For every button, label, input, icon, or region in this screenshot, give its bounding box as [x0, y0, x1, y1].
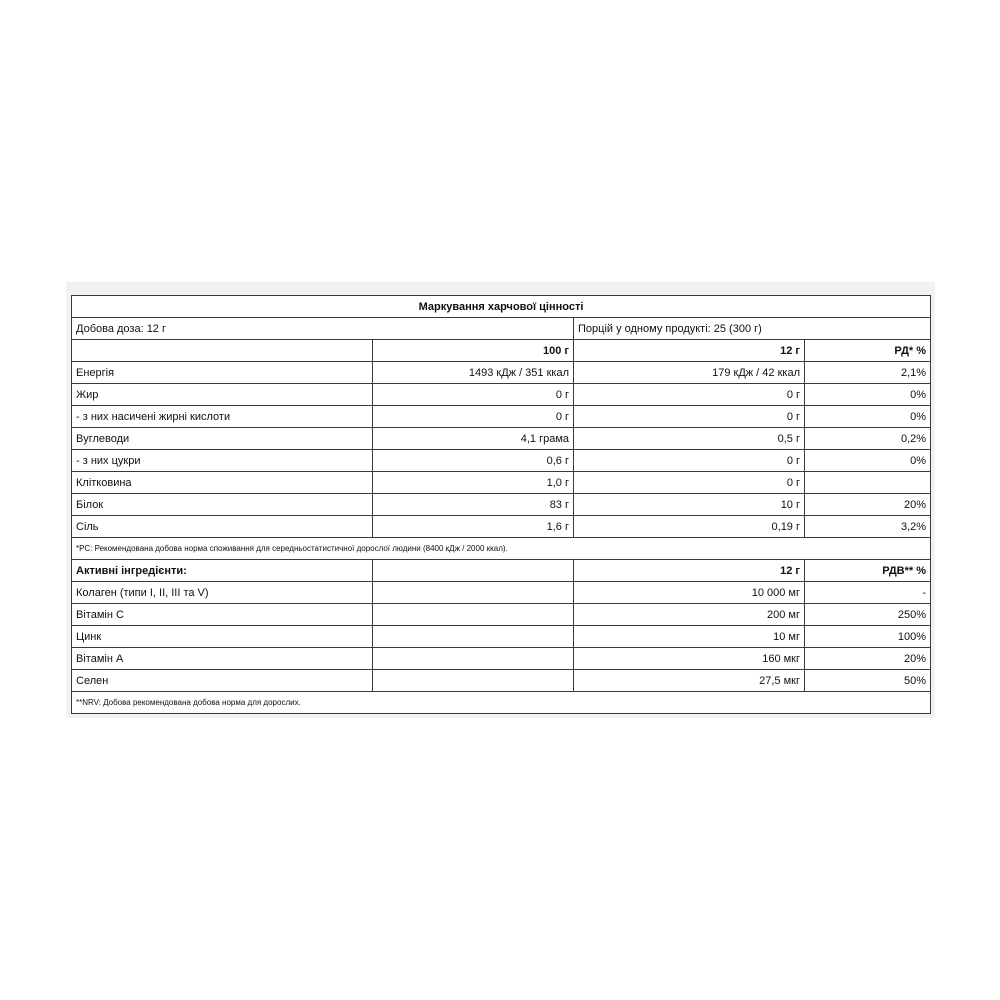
ingredient-nrv: 20%: [805, 648, 931, 670]
ingredient-name: Колаген (типи I, II, III та V): [72, 582, 373, 604]
header-12g: 12 г: [574, 340, 805, 362]
dose-row: [72, 318, 931, 340]
table-row: [72, 604, 931, 626]
nutrient-per12: 0 г: [574, 406, 805, 428]
nutrient-rda: 0%: [805, 450, 931, 472]
table-row: [72, 406, 931, 428]
nutrient-per12: 179 кДж / 42 ккал: [574, 362, 805, 384]
nutrient-per12: 0 г: [574, 472, 805, 494]
nutrient-per12: 0 г: [574, 450, 805, 472]
nutrient-name: Жир: [72, 384, 373, 406]
table-title: Маркування харчової цінності: [72, 296, 931, 318]
ingredient-empty: [373, 626, 574, 648]
ingredient-name: Селен: [72, 670, 373, 692]
table-row: [72, 648, 931, 670]
active-header-nrv: РДВ** %: [805, 560, 931, 582]
nutrient-per12: 0 г: [574, 384, 805, 406]
active-ingredients-label: Активні інгредієнти:: [72, 560, 373, 582]
nrv-note-row: [72, 692, 931, 714]
daily-dose: Добова доза: 12 г: [72, 318, 574, 340]
header-rda: РД* %: [805, 340, 931, 362]
title-row: [72, 296, 931, 318]
ingredient-name: Вітамін А: [72, 648, 373, 670]
nutrient-per12: 0,19 г: [574, 516, 805, 538]
nutrient-name: Сіль: [72, 516, 373, 538]
table-row: [72, 494, 931, 516]
nutrient-name: Білок: [72, 494, 373, 516]
nutrient-rda: 0,2%: [805, 428, 931, 450]
nutrient-rda: [805, 472, 931, 494]
table-row: [72, 670, 931, 692]
table-row: [72, 516, 931, 538]
nutrient-rda: 3,2%: [805, 516, 931, 538]
ingredient-per12: 10 000 мг: [574, 582, 805, 604]
ingredient-empty: [373, 670, 574, 692]
nutrient-rda: 20%: [805, 494, 931, 516]
nutrient-per100: 1,6 г: [373, 516, 574, 538]
ingredient-per12: 200 мг: [574, 604, 805, 626]
nutrient-per100: 83 г: [373, 494, 574, 516]
nutrient-per100: 1,0 г: [373, 472, 574, 494]
table-row: [72, 450, 931, 472]
ingredient-per12: 160 мкг: [574, 648, 805, 670]
active-header-12g: 12 г: [574, 560, 805, 582]
nutrient-per100: 0,6 г: [373, 450, 574, 472]
nutrient-per12: 0,5 г: [574, 428, 805, 450]
table-row: [72, 428, 931, 450]
active-header-row: [72, 560, 931, 582]
ingredient-name: Вітамін С: [72, 604, 373, 626]
table-row: [72, 626, 931, 648]
header-empty: [72, 340, 373, 362]
nutrient-per100: 4,1 грама: [373, 428, 574, 450]
nutrition-panel: [66, 282, 935, 718]
ingredient-empty: [373, 648, 574, 670]
nutrient-per100: 0 г: [373, 406, 574, 428]
header-empty: [373, 560, 574, 582]
nrv-footnote: **NRV: Добова рекомендована добова норма для дорослих.: [72, 692, 931, 714]
ingredient-name: Цинк: [72, 626, 373, 648]
ingredient-per12: 10 мг: [574, 626, 805, 648]
ingredient-nrv: 50%: [805, 670, 931, 692]
ingredient-nrv: -: [805, 582, 931, 604]
ingredient-per12: 27,5 мкг: [574, 670, 805, 692]
nutrient-per100: 1493 кДж / 351 ккал: [373, 362, 574, 384]
header-row: [72, 340, 931, 362]
ingredient-nrv: 250%: [805, 604, 931, 626]
table-row: [72, 582, 931, 604]
nutrient-rda: 0%: [805, 406, 931, 428]
nutrient-per100: 0 г: [373, 384, 574, 406]
header-100g: 100 г: [373, 340, 574, 362]
ingredient-empty: [373, 582, 574, 604]
table-row: [72, 384, 931, 406]
nutrient-name: - з них насичені жирні кислоти: [72, 406, 373, 428]
nutrient-name: Вуглеводи: [72, 428, 373, 450]
ingredient-empty: [373, 604, 574, 626]
table-row: [72, 472, 931, 494]
nutrient-name: Клітковина: [72, 472, 373, 494]
table-row: [72, 362, 931, 384]
nutrition-table: [71, 295, 931, 714]
nutrient-name: - з них цукри: [72, 450, 373, 472]
nutrient-per12: 10 г: [574, 494, 805, 516]
nutrient-rda: 0%: [805, 384, 931, 406]
nutrient-rda: 2,1%: [805, 362, 931, 384]
nutrient-name: Енергія: [72, 362, 373, 384]
ingredient-nrv: 100%: [805, 626, 931, 648]
rda-note-row: [72, 538, 931, 560]
rda-footnote: *РС: Рекомендована добова норма споживання для середньостатистичної дорослої людини (8400 кДж / 2000 ккал).: [72, 538, 931, 560]
portions-count: Порцій у одному продукті: 25 (300 г): [574, 318, 931, 340]
